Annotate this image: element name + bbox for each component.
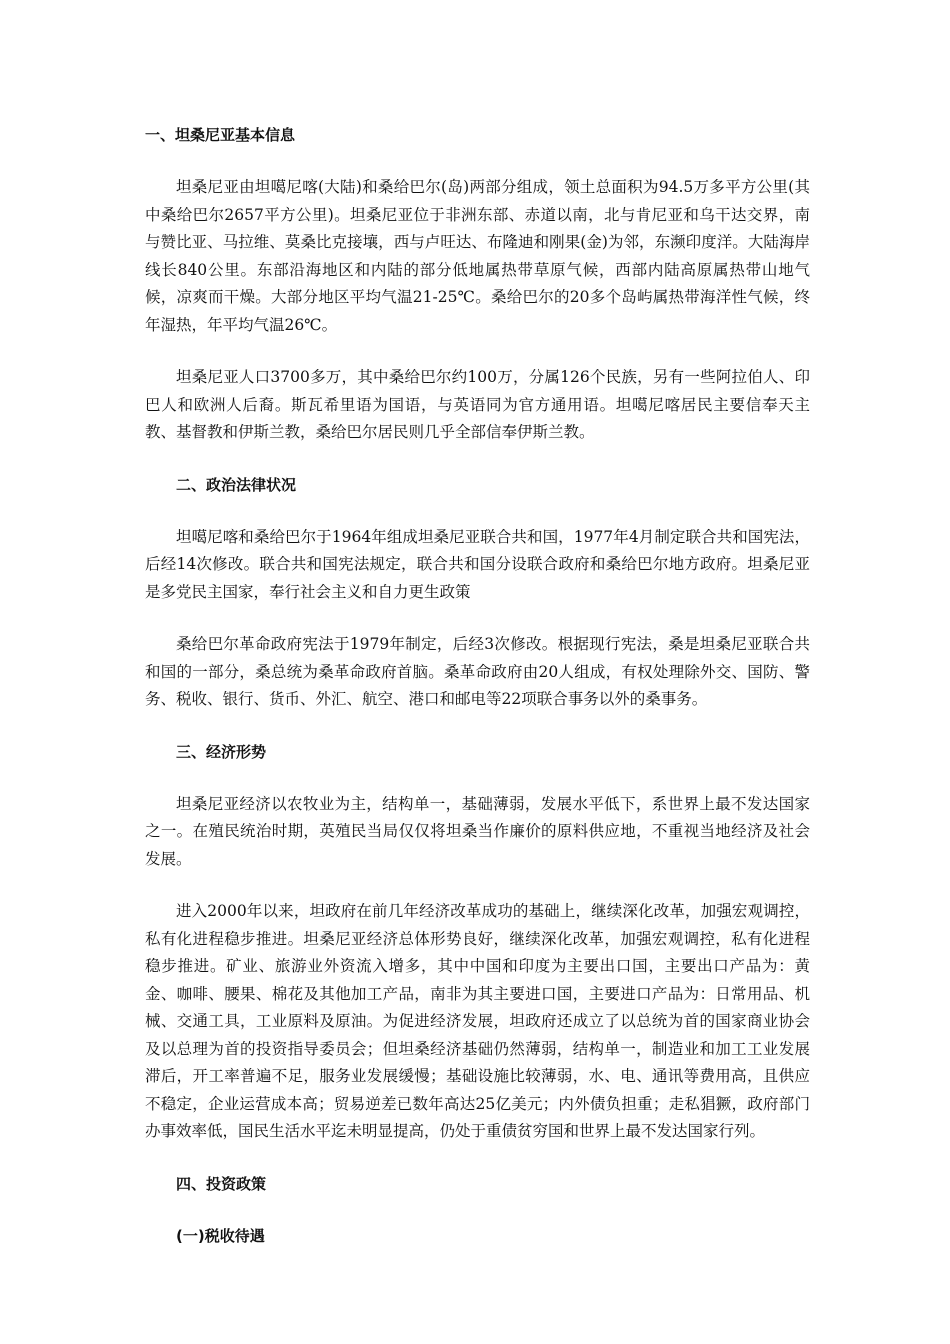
- document-body: [145, 122, 810, 1275]
- section-heading-politics: 二、政治法律状况: [176, 475, 297, 494]
- paragraph-zanzibar-government: 桑给巴尔革命政府宪法于1979年制定，后经3次修改。根据现行宪法，桑是坦桑尼亚联合共和国的一部分，桑总统为桑革命政府首脑。桑革命政府由20人组成，有权处理除外交、国防、警务、税收、银行、货币、外汇、航空、港口和邮电等22项联合事务以外的桑事务。: [145, 635, 810, 708]
- paragraph-population: 坦桑尼亚人口3700多万，其中桑给巴尔约100万，分属126个民族，另有一些阿拉伯人、印巴人和欧洲人后裔。斯瓦希里语为国语，与英语同为官方通用语。坦噶尼喀居民主要信奉天主教、基督教和伊斯兰教，桑给巴尔居民则几乎全部信奉伊斯兰教。: [145, 368, 810, 441]
- section-heading-basic-info: 一、坦桑尼亚基本信息: [145, 126, 296, 144]
- subsection-heading-tax: (一)税收待遇: [176, 1226, 265, 1245]
- paragraph-economy-overview: 坦桑尼亚经济以农牧业为主，结构单一，基础薄弱，发展水平低下，系世界上最不发达国家之一。在殖民统治时期，英殖民当局仅仅将坦桑当作廉价的原料供应地，不重视当地经济及社会发展。: [145, 794, 810, 868]
- section-heading-economy: 三、经济形势: [176, 742, 267, 761]
- paragraph-economy-reform: 进入2000年以来，坦政府在前几年经济改革成功的基础上，继续深化改革，加强宏观调控，私有化进程稳步推进。坦桑尼亚经济总体形势良好，继续深化改革，加强宏观调控，私有化进程稳步推进。矿业、旅游业外资流入增多，其中中国和印度为主要出口国，主要出口产品为：黄金、咖啡、腰果、棉花及其他加工产品，南非为其主要进口国，主要进口产品为：日常用品、机械、交通工具，工业原料及原油。为促进经济发展，坦政府还成立了以总统为首的国家商业协会及以总理为首的投资指导委员会；但坦桑经济基础仍然薄弱，结构单一，制造业和加工工业发展滞后，开工率普遍不足，服务业发展缓慢；基础设施比较薄弱，水、电、通讯等费用高，且供应不稳定，企业运营成本高；贸易逆差已数年高达25亿美元；内外债负担重；走私猖獗，政府部门办事效率低，国民生活水平迄未明显提高，仍处于重债贫穷国和世界上最不发达国家行列。: [145, 902, 810, 1140]
- paragraph-constitution: 坦噶尼喀和桑给巴尔于1964年组成坦桑尼亚联合共和国，1977年4月制定联合共和国宪法，后经14次修改。联合共和国宪法规定，联合共和国分设联合政府和桑给巴尔地方政府。坦桑尼亚是多党民主国家，奉行社会主义和自力更生政策: [145, 527, 810, 601]
- section-heading-investment: 四、投资政策: [176, 1174, 267, 1193]
- paragraph-geography: 坦桑尼亚由坦噶尼喀(大陆)和桑给巴尔(岛)两部分组成，领土总面积为94.5万多平方公里(其中桑给巴尔2657平方公里)。坦桑尼亚位于非洲东部、赤道以南，北与肯尼亚和乌干达交界，南与赞比亚、马拉维、莫桑比克接壤，西与卢旺达、布隆迪和刚果(金)为邻，东濒印度洋。大陆海岸线长840公里。东部沿海地区和内陆的部分低地属热带草原气候，西部内陆高原属热带山地气候，凉爽而干燥。大部分地区平均气温21-25℃。桑给巴尔的20多个岛屿属热带海洋性气候，终年湿热，年平均气温26℃。: [145, 178, 810, 334]
